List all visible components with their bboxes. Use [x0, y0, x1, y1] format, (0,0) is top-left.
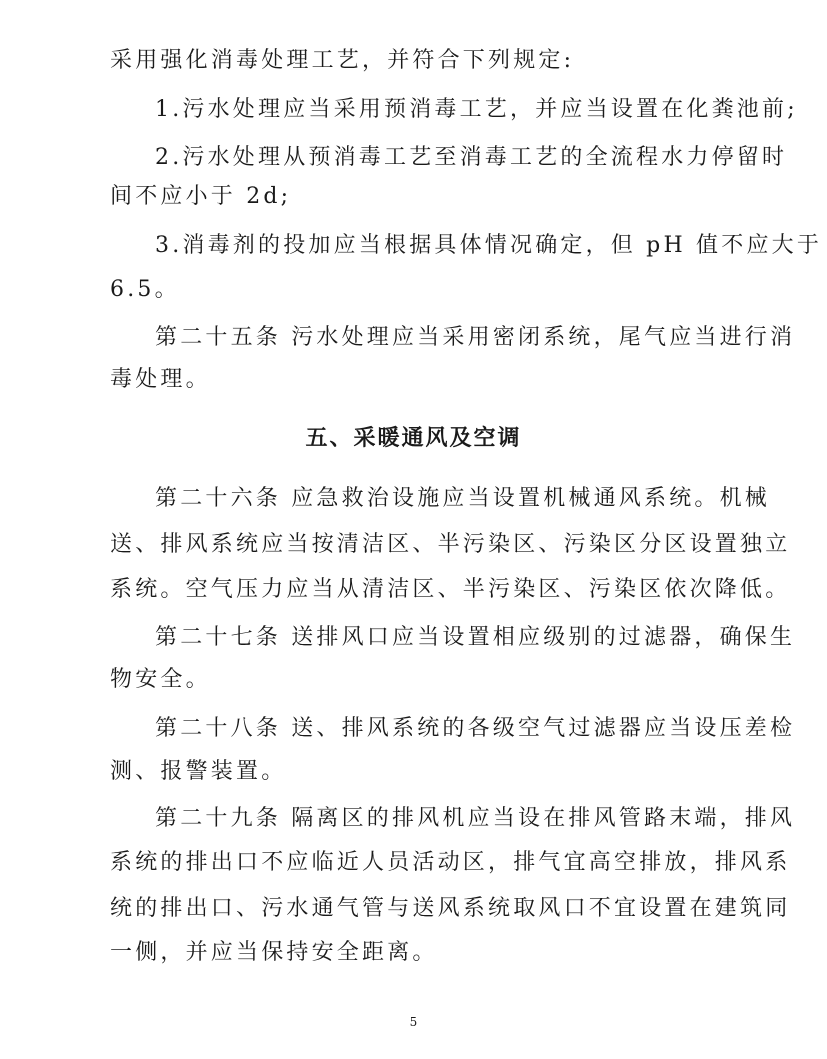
text-line: 测、报警装置。 — [110, 759, 287, 784]
article-27: 第二十七条 送排风口应当设置相应级别的过滤器，确保生 — [155, 625, 796, 650]
text-line: 统的排出口、污水通气管与送风系统取风口不宜设置在建筑同 — [110, 896, 791, 921]
text-line: 采用强化消毒处理工艺，并符合下列规定: — [110, 48, 575, 73]
text-line: 间不应小于 2d; — [110, 184, 292, 209]
page-number: 5 — [409, 1015, 418, 1029]
text-line: 毒处理。 — [110, 367, 211, 392]
article-26: 第二十六条 应急救治设施应当设置机械通风系统。机械 — [155, 486, 770, 511]
text-line: 物安全。 — [110, 667, 211, 692]
text-line: 系统。空气压力应当从清洁区、半污染区、污染区依次降低。 — [110, 577, 791, 602]
text-line: 一侧，并应当保持安全距离。 — [110, 940, 438, 965]
text-line: 送、排风系统应当按清洁区、半污染区、污染区分区设置独立 — [110, 532, 791, 557]
list-item-2: 2.污水处理从预消毒工艺至消毒工艺的全流程水力停留时 — [155, 145, 788, 170]
article-28: 第二十八条 送、排风系统的各级空气过滤器应当设压差检 — [155, 716, 796, 741]
list-item-1: 1.污水处理应当采用预消毒工艺，并应当设置在化粪池前; — [155, 97, 798, 122]
text-line: 6.5。 — [110, 277, 180, 302]
article-25: 第二十五条 污水处理应当采用密闭系统，尾气应当进行消 — [155, 325, 796, 350]
list-item-3: 3.消毒剂的投加应当根据具体情况确定，但 pH 值不应大于 — [155, 233, 823, 258]
article-29: 第二十九条 隔离区的排风机应当设在排风管路末端，排风 — [155, 806, 796, 831]
text-line: 系统的排出口不应临近人员活动区，排气宜高空排放，排风系 — [110, 850, 791, 875]
section-heading: 五、采暖通风及空调 — [305, 426, 522, 451]
